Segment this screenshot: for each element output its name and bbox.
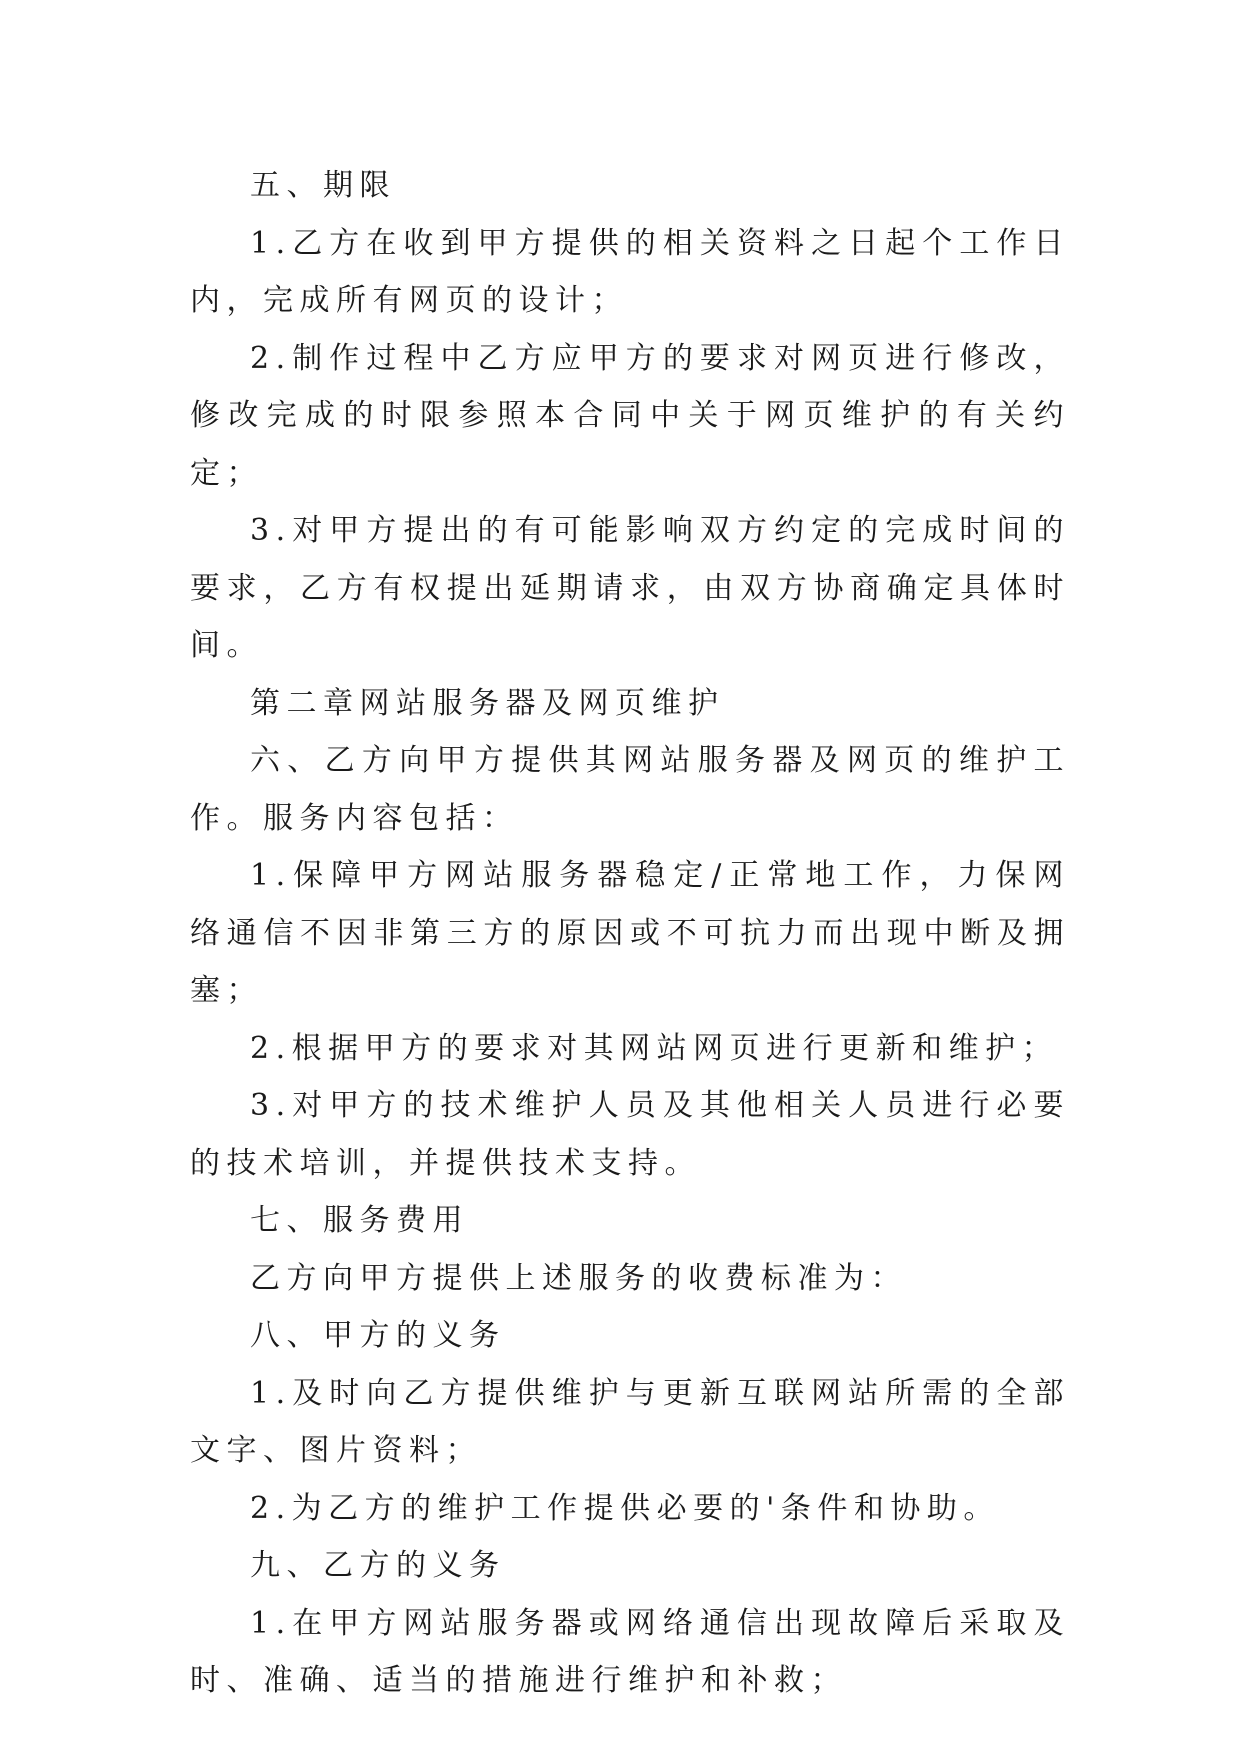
paragraph: 2.制作过程中乙方应甲方的要求对网页进行修改，修改完成的时限参照本合同中关于网页维护的有关约定； <box>190 340 1070 491</box>
section-heading-party-b-duties: 九、乙方的义务 <box>250 1548 506 1583</box>
paragraph: 1.乙方在收到甲方提供的相关资料之日起个工作日内，完成所有网页的设计； <box>190 225 1070 318</box>
paragraph: 2.为乙方的维护工作提供必要的'条件和协助。 <box>250 1490 1000 1526</box>
section-heading-party-a-duties: 八、甲方的义务 <box>250 1318 506 1353</box>
section-heading-term: 五、期限 <box>250 168 396 203</box>
chapter-heading: 第二章网站服务器及网页维护 <box>250 685 725 721</box>
paragraph: 1.及时向乙方提供维护与更新互联网站所需的全部文字、图片资料； <box>190 1375 1070 1468</box>
section-heading-fees: 七、服务费用 <box>250 1203 469 1238</box>
paragraph: 1.在甲方网站服务器或网络通信出现故障后采取及时、准确、适当的措施进行维护和补救； <box>190 1605 1070 1698</box>
section-heading-maintenance: 六、乙方向甲方提供其网站服务器及网页的维护工作。服务内容包括： <box>190 743 1070 836</box>
paragraph: 3.对甲方的技术维护人员及其他相关人员进行必要的技术培训，并提供技术支持。 <box>190 1088 1070 1181</box>
document-body <box>190 157 1070 1710</box>
paragraph: 1.保障甲方网站服务器稳定/正常地工作，力保网络通信不因非第三方的原因或不可抗力而出现中断及拥塞； <box>190 858 1070 1008</box>
paragraph: 2.根据甲方的要求对其网站网页进行更新和维护； <box>250 1030 1059 1066</box>
paragraph: 3.对甲方提出的有可能影响双方约定的完成时间的要求，乙方有权提出延期请求，由双方协商确定具体时间。 <box>190 513 1070 663</box>
paragraph: 乙方向甲方提供上述服务的收费标准为： <box>250 1260 907 1296</box>
